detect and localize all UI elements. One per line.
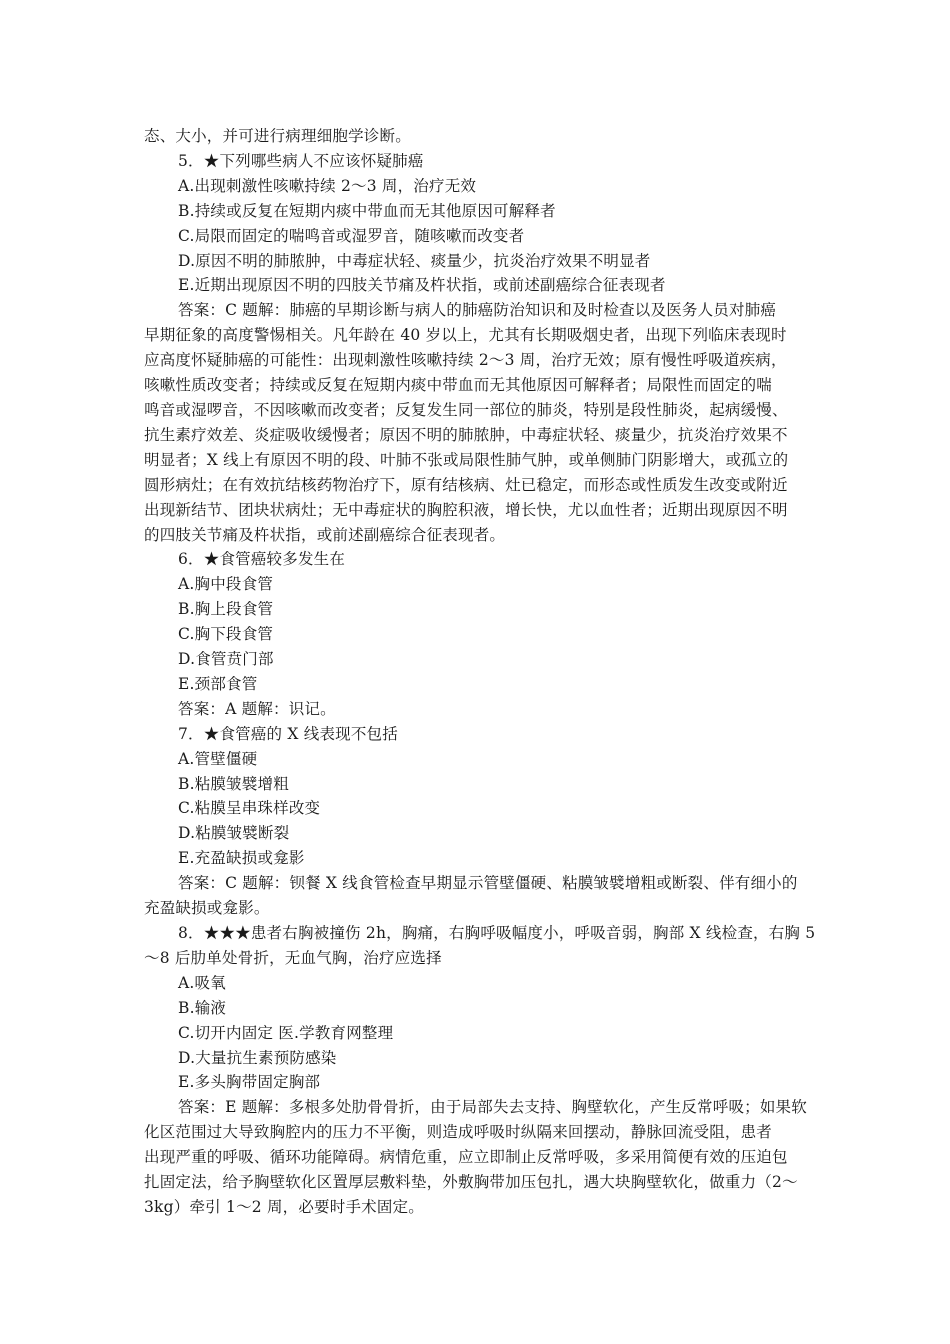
- option-e: E.多头胸带固定胸部: [178, 1073, 321, 1092]
- option-b: B.持续或反复在短期内痰中带血而无其他原因可解释者: [178, 201, 556, 220]
- option-a: A.胸中段食管: [178, 575, 274, 594]
- answer-line: 答案：A 题解：识记。: [178, 699, 336, 718]
- option-d: D.大量抗生素预防感染: [178, 1048, 337, 1067]
- answer-line: 的四肢关节痛及杵状指，或前述副癌综合征表现者。: [144, 525, 506, 544]
- question-6: [144, 547, 808, 721]
- answer-line: 3kg）牵引 1～2 周，必要时手术固定。: [144, 1197, 424, 1216]
- document-page: [144, 124, 816, 1220]
- lead-in-text: 态、大小，并可进行病理细胞学诊断。: [144, 127, 411, 145]
- question-stem: 8．★★★患者右胸被撞伤 2h，胸痛，右胸呼吸幅度小，呼吸音弱，胸部 X 线检查，右胸 5: [178, 924, 816, 942]
- option-d: D.原因不明的肺脓肿，中毒症状轻、痰量少，抗炎治疗效果不明显者: [178, 251, 651, 270]
- option-d: D.粘膜皱襞断裂: [178, 824, 290, 843]
- answer-line: 答案：C 题解：肺癌的早期诊断与病人的肺癌防治知识和及时检查以及医务人员对肺癌: [178, 301, 777, 320]
- option-e: E.颈部食管: [178, 674, 258, 693]
- option-c: C.胸下段食管: [178, 625, 274, 644]
- option-a: A.吸氧: [178, 973, 226, 992]
- option-b: B.输液: [178, 998, 227, 1017]
- answer-line: 充盈缺损或龛影。: [144, 899, 270, 918]
- option-c: C.局限而固定的喘鸣音或湿罗音，随咳嗽而改变者: [178, 226, 525, 245]
- answer-explanation: [144, 298, 808, 547]
- answer-explanation: [144, 1095, 808, 1220]
- question-stem: 7．★食管癌的 X 线表现不包括: [178, 724, 398, 743]
- answer-line: 扎固定法，给予胸壁软化区置厚层敷料垫，外敷胸带加压包扎，遇大块胸壁软化，做重力（2～: [144, 1173, 798, 1192]
- question-stem: 6．★食管癌较多发生在: [178, 550, 346, 569]
- question-stem: 5．★下列哪些病人不应该怀疑肺癌: [178, 151, 424, 170]
- option-a: A.出现刺激性咳嗽持续 2～3 周，治疗无效: [178, 176, 477, 195]
- option-c: C.切开内固定 医.学教育网整理: [178, 1023, 394, 1042]
- question-5: [144, 149, 808, 548]
- answer-line: 答案：C 题解：钡餐 X 线食管检查早期显示管壁僵硬、粘膜皱襞增粗或断裂、伴有细小的: [178, 874, 798, 893]
- answer-line: 出现严重的呼吸、循环功能障碍。病情危重，应立即制止反常呼吸，多采用简便有效的压迫包: [144, 1148, 788, 1167]
- answer-line: 出现新结节、团块状病灶；无中毒症状的胸腔积液，增长快，尤以血性者；近期出现原因不明: [144, 500, 788, 519]
- option-c: C.粘膜呈串珠样改变: [178, 799, 321, 818]
- answer-line: 应高度怀疑肺癌的可能性：出现刺激性咳嗽持续 2～3 周，治疗无效；原有慢性呼吸道疾病，: [144, 351, 787, 370]
- option-b: B.胸上段食管: [178, 600, 274, 619]
- option-e: E.充盈缺损或龛影: [178, 849, 305, 868]
- answer-line: 抗生素疗效差、炎症吸收缓慢者；原因不明的肺脓肿，中毒症状轻、痰量少，抗炎治疗效果不: [144, 425, 788, 444]
- option-b: B.粘膜皱襞增粗: [178, 774, 289, 793]
- answer-line: 答案：E 题解：多根多处肋骨骨折，由于局部失去支持、胸壁软化，产生反常呼吸；如果软: [178, 1098, 807, 1117]
- answer-line: 明显者；X 线上有原因不明的段、叶肺不张或局限性肺气肿，或单侧肺门阴影增大，或孤立的: [144, 450, 789, 469]
- answer-line: 鸣音或湿啰音，不因咳嗽而改变者；反复发生同一部位的肺炎，特别是段性肺炎，起病缓慢、: [144, 400, 788, 419]
- option-e: E.近期出现原因不明的四肢关节痛及杵状指，或前述副癌综合征表现者: [178, 276, 666, 295]
- question-8: [144, 921, 816, 1220]
- answer-line: 圆形病灶；在有效抗结核药物治疗下，原有结核病、灶已稳定，而形态或性质发生改变或附近: [144, 475, 788, 494]
- question-7: [144, 722, 808, 921]
- option-a: A.管壁僵硬: [178, 749, 258, 768]
- option-d: D.食管贲门部: [178, 650, 274, 669]
- answer-line: 早期征象的高度警惕相关。凡年龄在 40 岁以上，尤其有长期吸烟史者，出现下列临床表现时: [144, 326, 787, 345]
- question-stem: ～8 后肋单处骨折，无血气胸，治疗应选择: [144, 948, 442, 967]
- answer-line: 化区范围过大导致胸腔内的压力不平衡，则造成呼吸时纵隔来回摆动，静脉回流受阻，患者: [144, 1123, 773, 1142]
- answer-line: 咳嗽性质改变者；持续或反复在短期内痰中带血而无其他原因可解释者；局限性而固定的喘: [144, 376, 773, 395]
